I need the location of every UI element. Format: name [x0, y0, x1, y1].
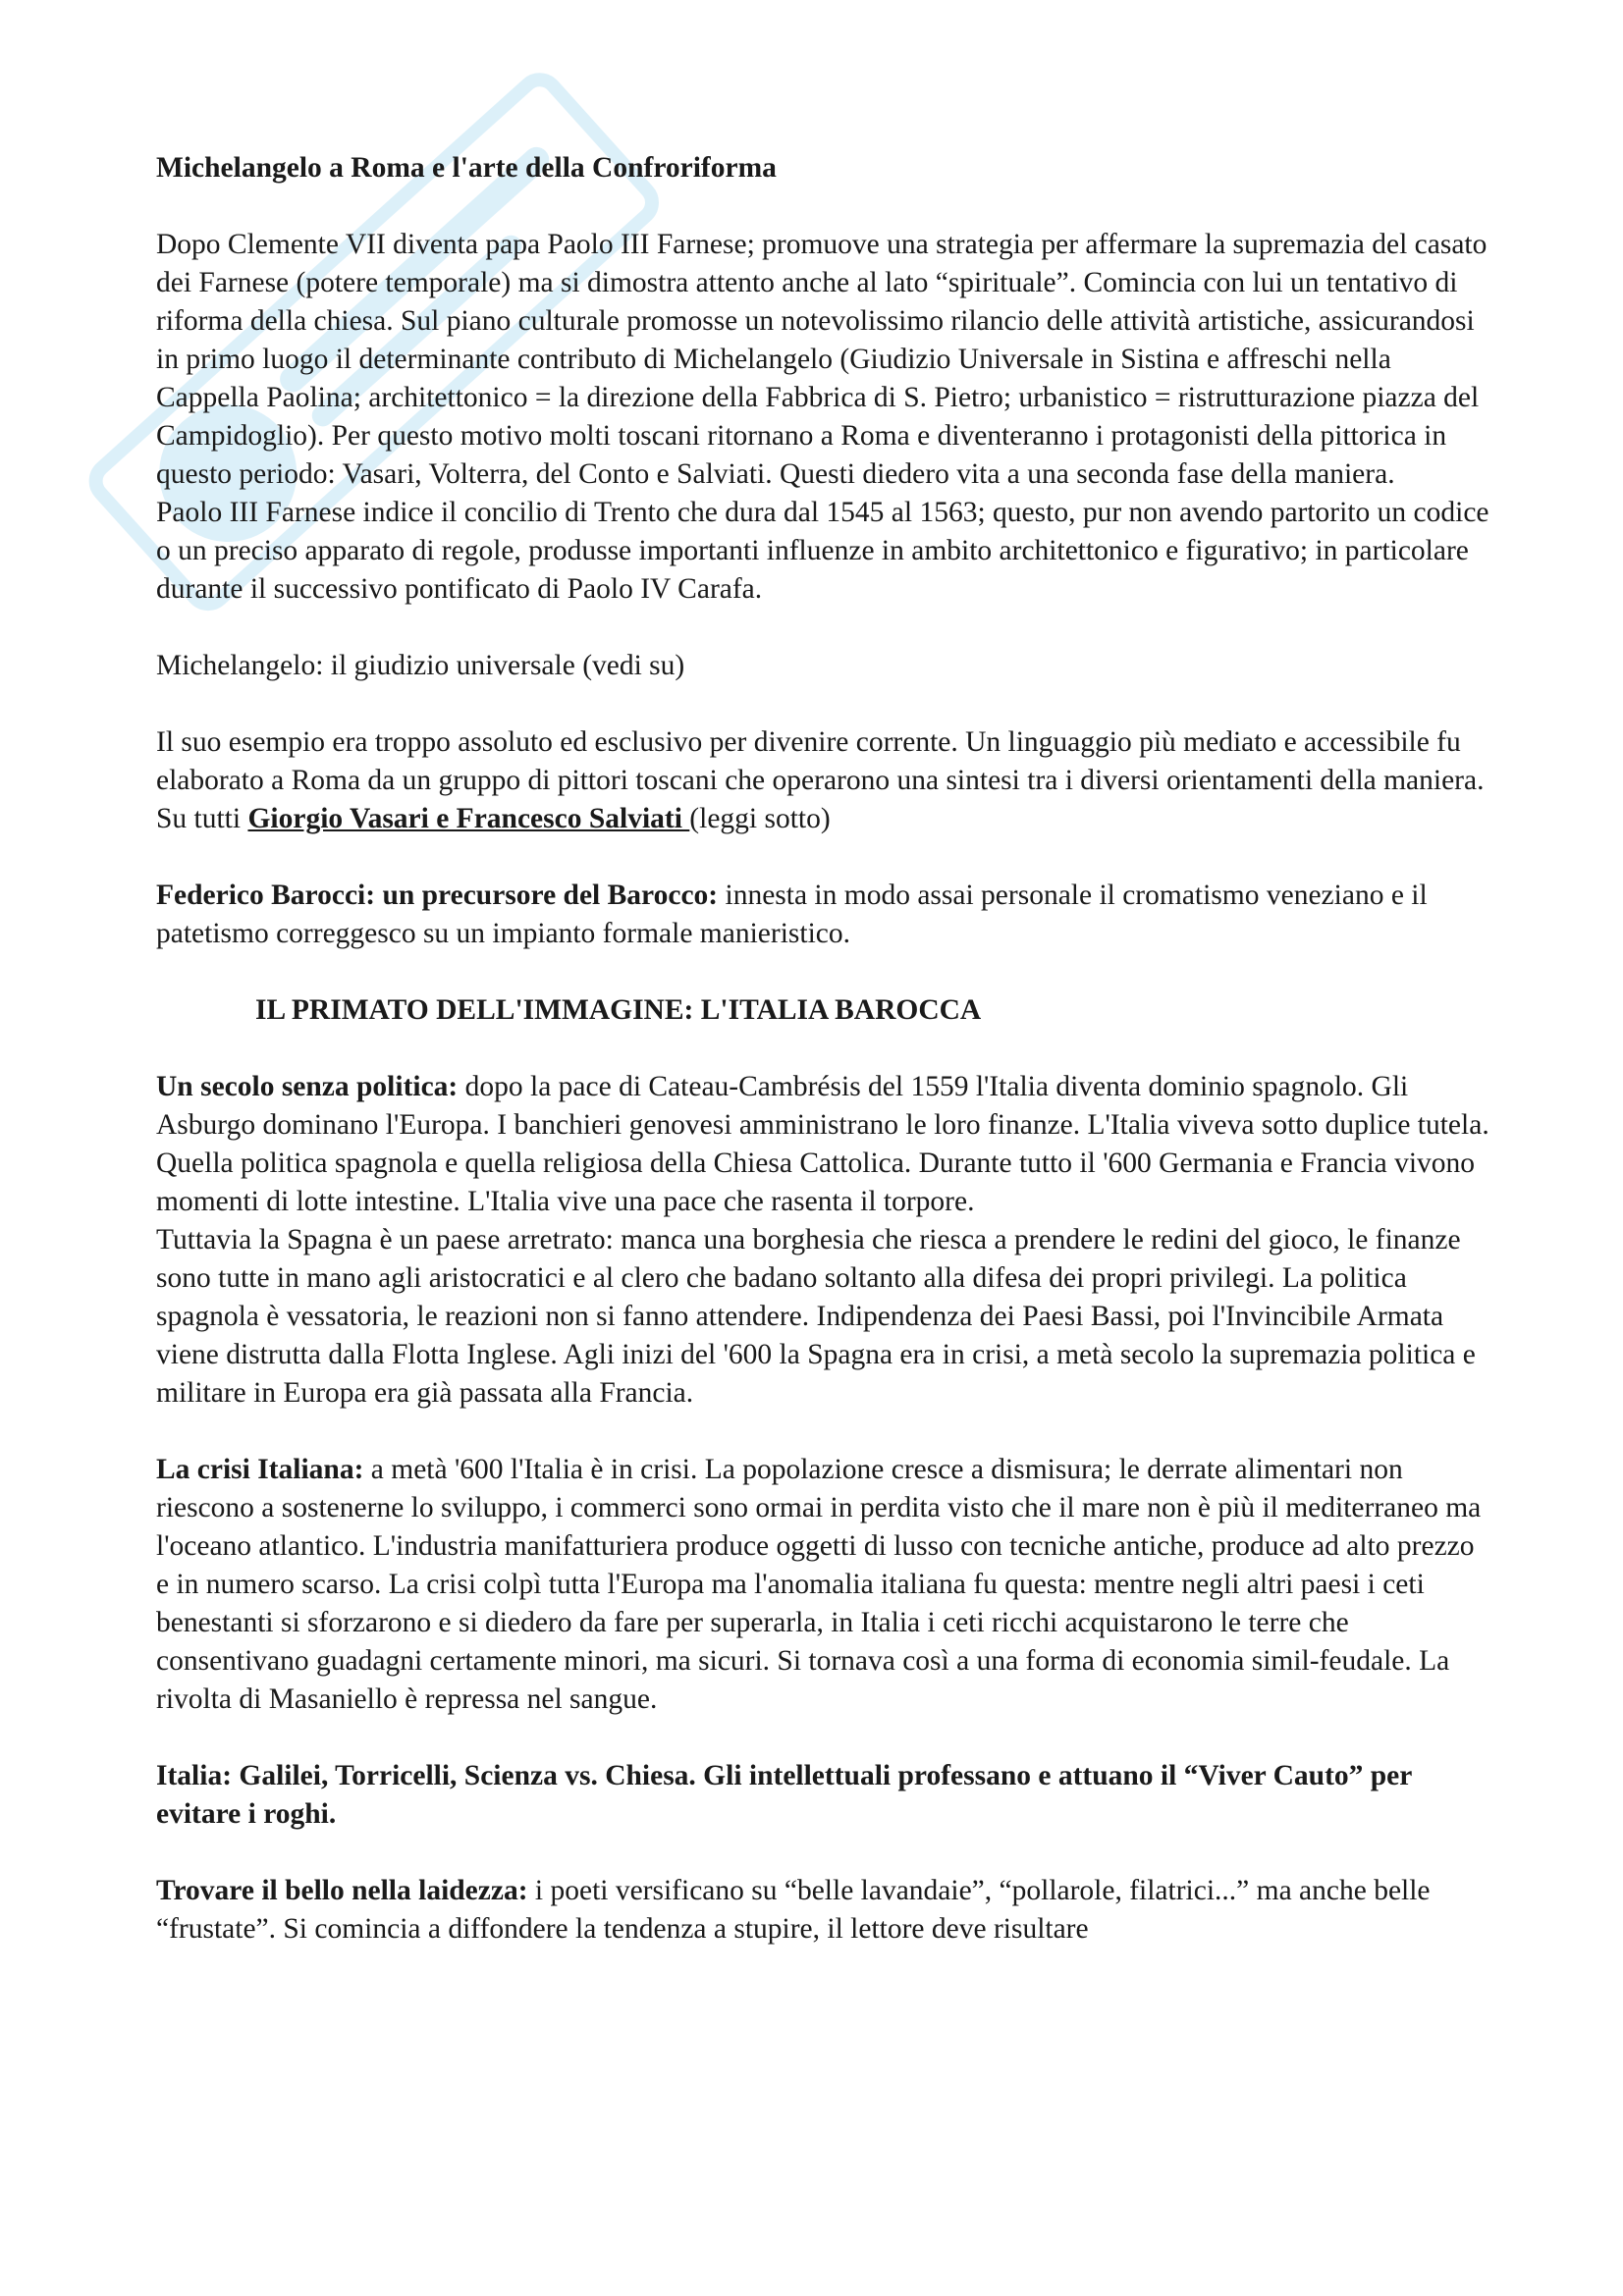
- politica-text: dopo la pace di Cateau-Cambrésis del 1559 l'Italia diventa dominio spagnolo. Gli Asburgo dominano l'Europa. I banchieri genovesi amministrano le loro finanze. L'Italia viveva sotto duplice tutela. Quella politica spagnola e quella religiosa della Chiesa Cattolica. Durante tutto il '600 Germania e Francia vivono momenti di lotte intestine. L'Italia vive una pace che rasenta il torpore.: [156, 1071, 1489, 1217]
- paragraph-politica: [156, 1068, 1491, 1221]
- paragraph-crisi: [156, 1451, 1491, 1719]
- bello-label: Trovare il bello nella laidezza:: [156, 1875, 528, 1906]
- crisi-label: La crisi Italiana:: [156, 1454, 364, 1485]
- document-body: [156, 149, 1491, 1949]
- paragraph-esempio: [156, 723, 1491, 838]
- paragraph-spagna: Tuttavia la Spagna è un paese arretrato: manca una borghesia che riesca a prendere le redini del gioco, le finanze sono tutte in mano agli aristocratici e al clero che badano soltanto alla difesa dei propri privilegi. La politica spagnola è vessatoria, le reazioni non si fanno attendere. Indipendenza dei Paesi Bassi, poi l'Invincibile Armata viene distrutta dalla Flotta Inglese. Agli inizi del '600 la Spagna era in crisi, a metà secolo la supremazia politica e militare in Europa era già passata alla Francia.: [156, 1224, 1476, 1409]
- vasari-salviati-link[interactable]: Giorgio Vasari e Francesco Salviati: [247, 803, 690, 834]
- paragraph-galilei: [156, 1757, 1491, 1834]
- galilei-text: Italia: Galilei, Torricelli, Scienza vs. Chiesa. Gli intellettuali professano e attuano il “Viver Cauto” per evitare i roghi.: [156, 1760, 1412, 1830]
- paragraph-concilio: Paolo III Farnese indice il concilio di Trento che dura dal 1545 al 1563; questo, pur non avendo partorito un codice o un preciso apparato di regole, produsse importanti influenze in ambito architettonico e figurativo; in particolare durante il successivo pontificato di Paolo IV Carafa.: [156, 497, 1489, 605]
- esempio-suffix: (leggi sotto): [689, 803, 831, 834]
- crisi-text: a metà '600 l'Italia è in crisi. La popolazione cresce a dismisura; le derrate alimentari non riescono a sostenerne lo sviluppo, i commerci sono ormai in perdita visto che il mare non è più il mediterraneo ma l'oceano atlantico. L'industria manifatturiera produce oggetti di lusso con tecniche antiche, produce ad alto prezzo e in numero scarso. La crisi colpì tutta l'Europa ma l'anomalia italiana fu questa: mentre negli altri paesi i ceti benestanti si sforzarono e si diedero da fare per superarla, in Italia i ceti ricchi acquistarono le terre che consentivano guadagni certamente minori, ma sicuri. Si tornava così a una forma di economia simil-feudale. La rivolta di Masaniello è repressa nel sangue.: [156, 1454, 1482, 1715]
- paragraph-bello: [156, 1872, 1491, 1949]
- esempio-text: Il suo esempio era troppo assoluto ed esclusivo per divenire corrente. Un linguaggio più mediato e accessibile fu elaborato a Roma da un gruppo di pittori toscani che operarono una sintesi tra i diversi orientamenti della maniera. Su tutti: [156, 726, 1485, 834]
- paragraph-giudizio: Michelangelo: il giudizio universale (vedi su): [156, 650, 685, 681]
- bello-text: i poeti versificano su “belle lavandaie”, “pollarole, filatrici...” ma anche belle “frustate”. Si comincia a diffondere la tendenza a stupire, il lettore deve risultare: [156, 1875, 1431, 1945]
- paragraph-intro: Dopo Clemente VII diventa papa Paolo III Farnese; promuove una strategia per affermare la supremazia del casato dei Farnese (potere temporale) ma si dimostra attento anche al lato “spirituale”. Comincia con lui un tentativo di riforma della chiesa. Sul piano culturale promosse un notevolissimo rilancio delle attività artistiche, assicurandosi in primo luogo il determinante contributo di Michelangelo (Giudizio Universale in Sistina e affreschi nella Cappella Paolina; architettonico = la direzione della Fabbrica di S. Pietro; urbanistico = ristrutturazione piazza del Campidoglio). Per questo motivo molti toscani ritornano a Roma e diventeranno i protagonisti della pittorica in questo periodo: Vasari, Volterra, del Conto e Salviati. Questi diedero vita a una seconda fase della maniera.: [156, 229, 1488, 490]
- document-title: Michelangelo a Roma e l'arte della Confroriforma: [156, 152, 777, 184]
- section-title: IL PRIMATO DELL'IMMAGINE: L'ITALIA BAROCCA: [255, 994, 982, 1026]
- politica-label: Un secolo senza politica:: [156, 1071, 459, 1102]
- barocci-text: innesta in modo assai personale il cromatismo veneziano e il patetismo correggesco su un impianto formale manieristico.: [156, 880, 1428, 949]
- barocci-label: Federico Barocci: un precursore del Barocco:: [156, 880, 719, 911]
- paragraph-barocci: [156, 877, 1491, 953]
